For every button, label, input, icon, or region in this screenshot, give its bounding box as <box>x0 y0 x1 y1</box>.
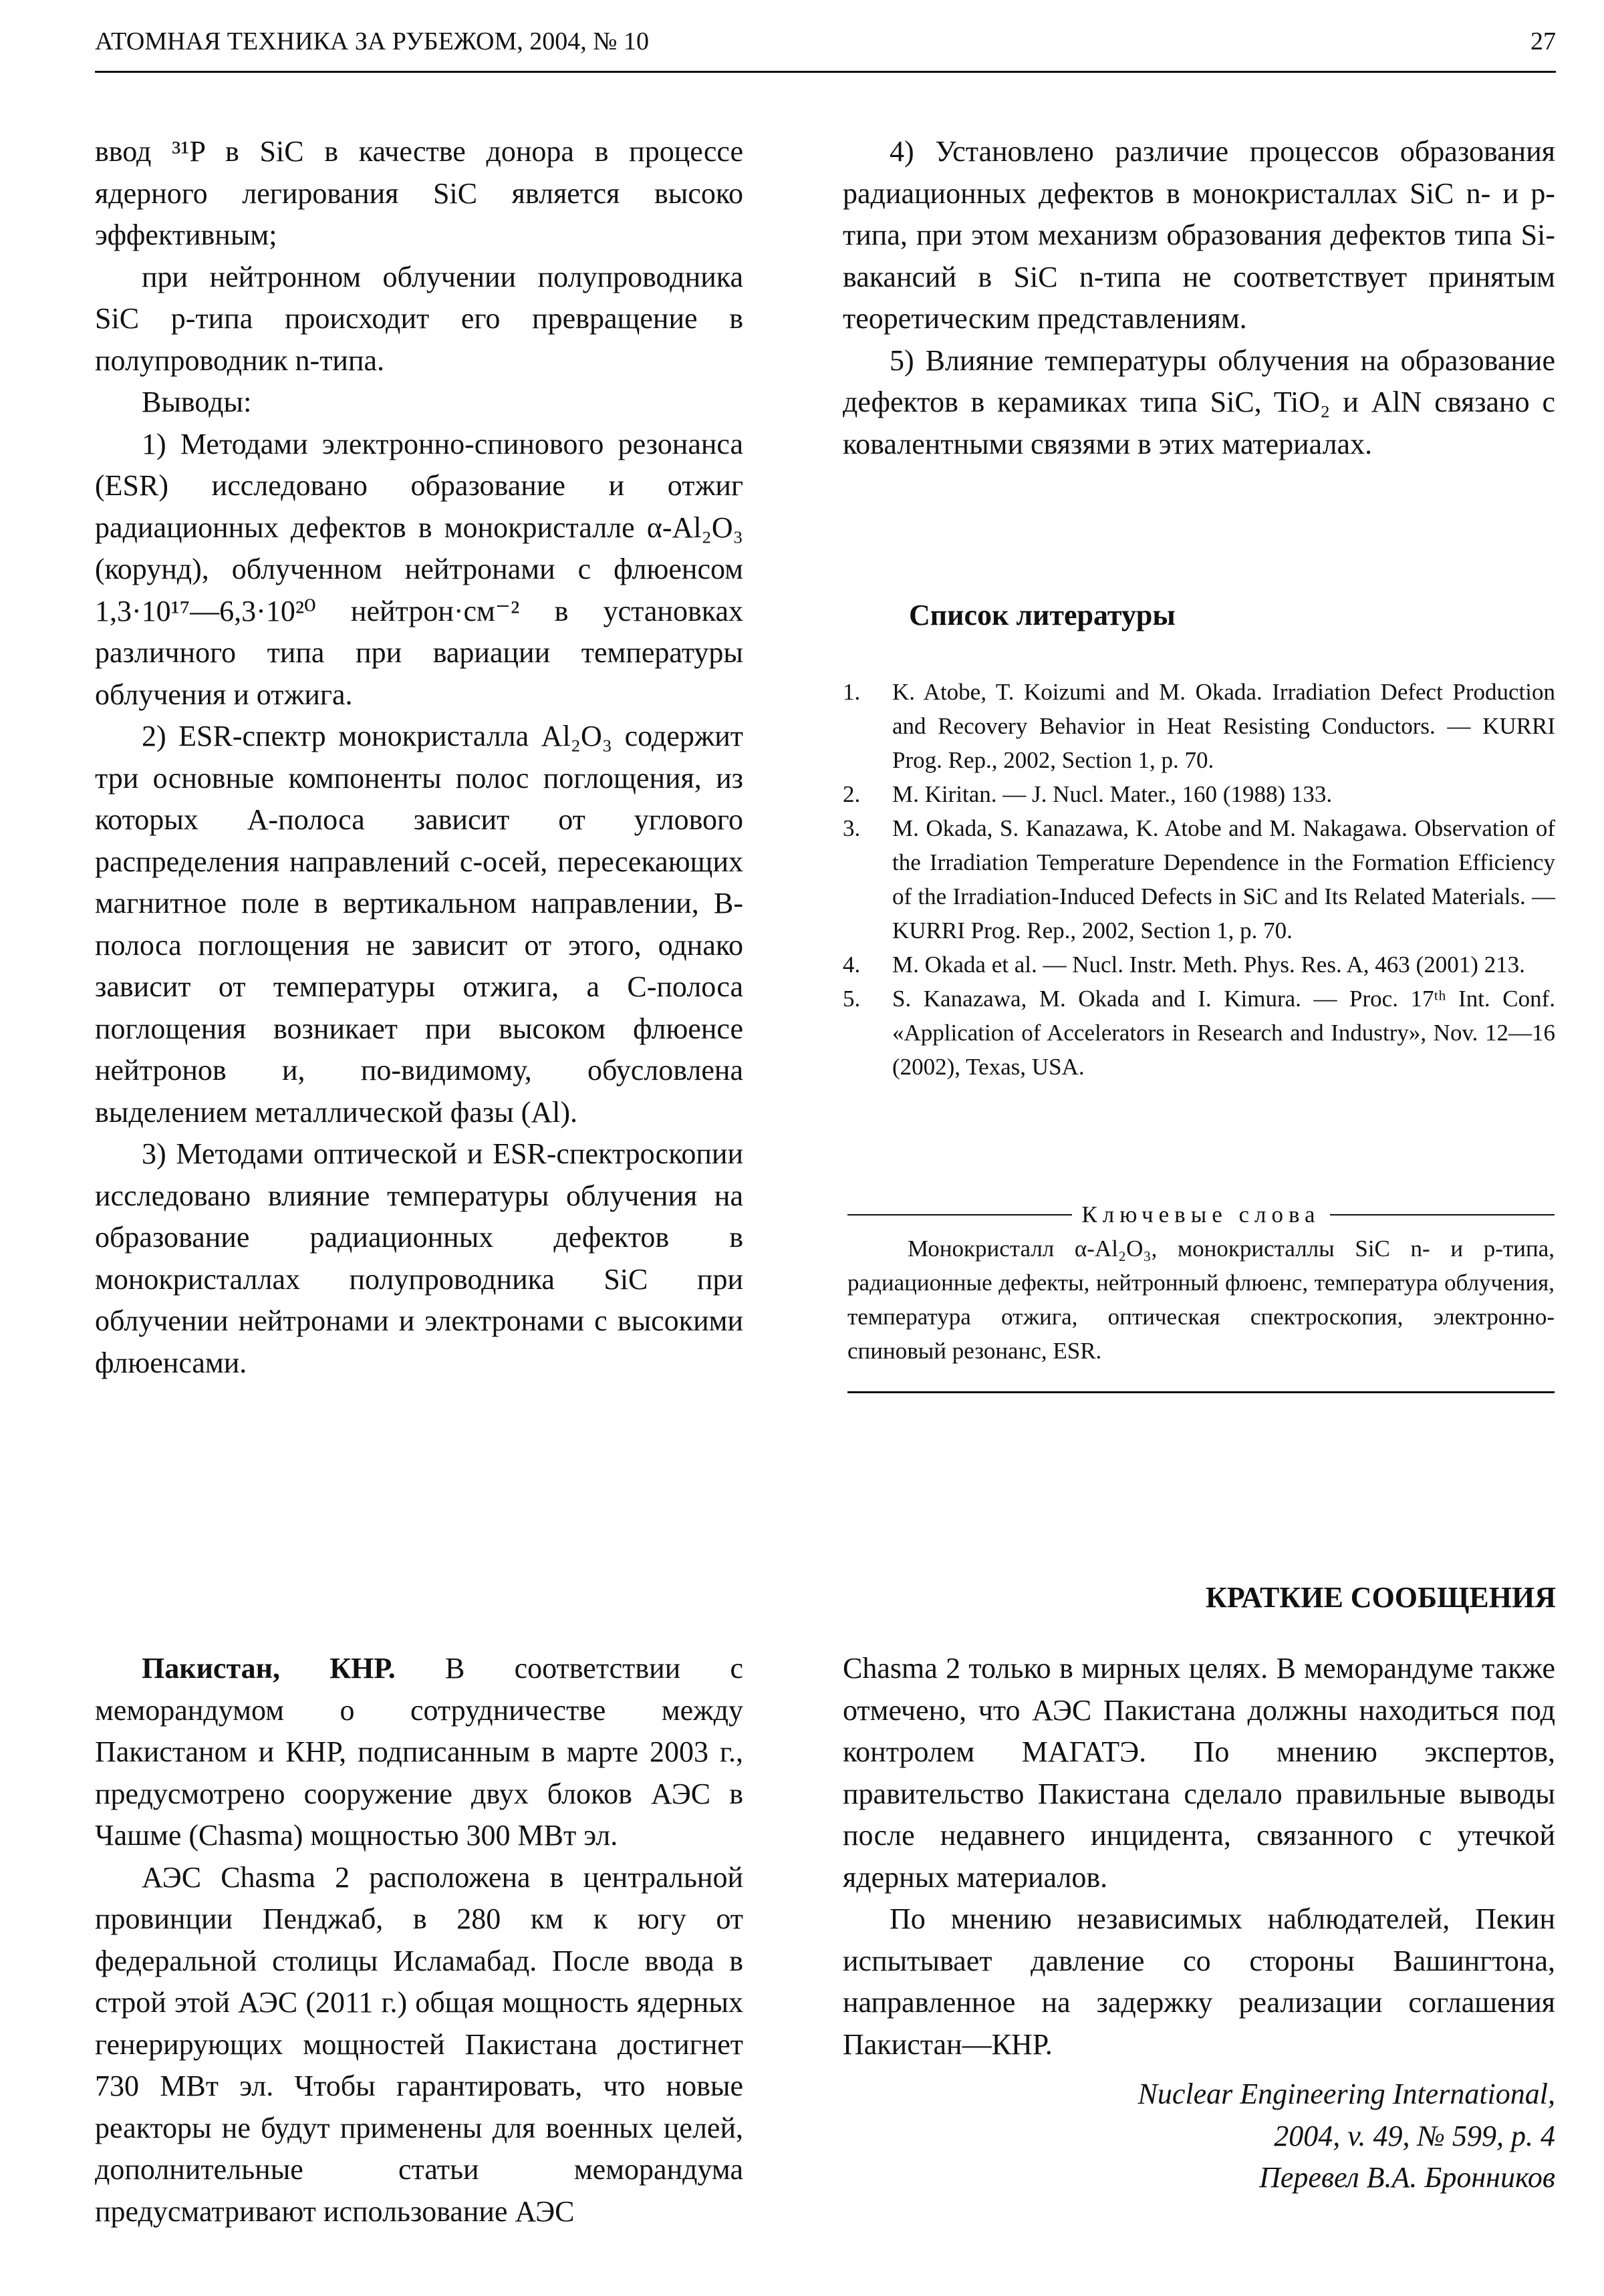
reference-number: 5. <box>843 986 861 1012</box>
references-list <box>843 675 1555 1084</box>
paragraph: 2) ESR-спектр монокристалла Al₂O₃ содержит три основные компоненты полос поглощения, из которых A-полоса зависит от углового распределения направлений c-осей, пересекающих магнитное поле в вертикальном направлении, B-полоса поглощения не зависит от этого, однако зависит от температуры отжига, а C-полоса поглощения возникает при высоком флюенсе нейтронов и, по-видимому, обусловлена выделением металлической фазы (Al). <box>95 720 743 1129</box>
keywords-label: Ключевые слова <box>1081 1201 1321 1228</box>
references-heading: Список литературы <box>909 599 1176 631</box>
paragraph: 4) Установлено различие процессов образования радиационных дефектов в монокристаллах SiC n- и p-типа, при этом механизм образования дефектов типа Si-вакансий в SiC n-типа не соответствует принятым теоретическим представлениям. <box>843 135 1555 335</box>
paragraph: По мнению независимых наблюдателей, Пекин испытывает давление со стороны Вашингтона, направленное на задержку реализации соглашения Пакистан—КНР. <box>843 1902 1555 2061</box>
paragraph: Выводы: <box>142 386 252 418</box>
keywords-box <box>847 1197 1555 1368</box>
source-citation <box>843 2073 1555 2199</box>
reference-item <box>843 948 1555 982</box>
article-right-column <box>843 131 1555 465</box>
news-lead: Пакистан, КНР. <box>142 1652 396 1685</box>
reference-item <box>843 982 1555 1084</box>
translator-credit: Перевел В.А. Бронников <box>1259 2161 1555 2194</box>
reference-text: K. Atobe, T. Koizumi and M. Okada. Irradiation Defect Production and Recovery Behavior in Heat Resisting Conductors. — KURRI Prog. Rep., 2002, Section 1, p. 70. <box>892 679 1555 773</box>
reference-item <box>843 811 1555 948</box>
news-left-column <box>95 1648 743 2233</box>
reference-number: 4. <box>843 952 861 978</box>
reference-item <box>843 675 1555 777</box>
running-header <box>95 27 1556 56</box>
reference-item <box>843 777 1555 811</box>
page-number: 27 <box>1530 27 1556 55</box>
section-heading: КРАТКИЕ СООБЩЕНИЯ <box>1205 1581 1556 1614</box>
journal-title: АТОМНАЯ ТЕХНИКА ЗА РУБЕЖОМ, 2004, № 10 <box>95 27 650 55</box>
keywords-rule <box>847 1391 1555 1393</box>
header-rule <box>95 71 1556 73</box>
reference-text: M. Okada et al. — Nucl. Instr. Meth. Phys. Res. A, 463 (2001) 213. <box>892 952 1525 978</box>
paragraph: АЭС Chasma 2 расположена в центральной провинции Пенджаб, в 280 км к югу от федеральной столицы Исламабад. После ввода в строй этой АЭС (2011 г.) общая мощность ядерных генерирующих мощностей Пакистана достигнет 730 МВт эл. Чтобы гарантировать, что новые реакторы не будут применены для военных целей, дополнительные статьи меморандума предусматривают использование АЭС <box>95 1860 743 2228</box>
reference-text: M. Okada, S. Kanazawa, K. Atobe and M. Nakagawa. Observation of the Irradiation Temperature Dependence in the Formation Efficiency of the Irradiation-Induced Defects in SiC and Its Related Materials. — KURRI Prog. Rep., 2002, Section 1, p. 70. <box>892 815 1555 944</box>
news-lead-text: В соответствии с меморандумом о сотрудничестве между Пакистаном и КНР, подписанным в марте 2003 г., предусмотрено сооружение двух блоков АЭС в Чашме (Chasma) мощностью 300 МВт эл. <box>95 1652 744 1852</box>
paragraph <box>95 1648 743 1857</box>
reference-number: 3. <box>843 815 861 841</box>
reference-text: M. Kiritan. — J. Nucl. Mater., 160 (1988) 133. <box>892 781 1333 807</box>
paragraph: 5) Влияние температуры облучения на образование дефектов в керамиках типа SiC, TiO₂ и AlN связано с ковалентными связями в этих материалах. <box>843 343 1555 460</box>
reference-number: 2. <box>843 781 861 807</box>
source-line: 2004, v. 49, № 599, p. 4 <box>1274 2119 1555 2152</box>
paragraph: 3) Методами оптической и ESR-спектроскопии исследовано влияние температуры облучения на образование радиационных дефектов в монокристаллах полупроводника SiC при облучении нейтронами и электронами с высокими флюенсами. <box>95 1137 743 1379</box>
paragraph: 1) Методами электронно-спинового резонанса (ESR) исследовано образование и отжиг радиационных дефектов в монокристалле α-Al₂O₃ (корунд), облученном нейтронами с флюенсом 1,3·10¹⁷—6,3·10²⁰ нейтрон·см⁻² в установках различного типа при вариации температуры облучения и отжига. <box>95 427 743 711</box>
keywords-title <box>847 1197 1555 1232</box>
keywords-text: Монокристалл α-Al₂O₃, монокристаллы SiC n- и p-типа, радиационные дефекты, нейтронный флюенс, температура облучения, температура отжига, оптическая спектроскопия, электронно-спиновый резонанс, ESR. <box>847 1236 1555 1364</box>
news-right-column <box>843 1648 1555 2199</box>
paragraph: Chasma 2 только в мирных целях. В меморандуме также отмечено, что АЭС Пакистана должны находиться под контролем МАГАТЭ. По мнению экспертов, правительство Пакистана сделало правильные выводы после недавнего инцидента, связанного с утечкой ядерных материалов. <box>843 1652 1555 1894</box>
article-left-column <box>95 131 743 1384</box>
reference-text: S. Kanazawa, M. Okada and I. Kimura. — Proc. 17ᵗʰ Int. Conf. «Application of Accelerators in Research and Industry», Nov. 12—16 (2002), Texas, USA. <box>892 986 1555 1080</box>
paragraph: при нейтронном облучении полупроводника SiC p-типа происходит его превращение в полупроводник n-типа. <box>95 260 743 377</box>
source-line: Nuclear Engineering International, <box>1138 2077 1555 2110</box>
reference-number: 1. <box>843 679 861 705</box>
paragraph: ввод ³¹P в SiC в качестве донора в процессе ядерного легирования SiC является высоко эффективным; <box>95 135 743 251</box>
